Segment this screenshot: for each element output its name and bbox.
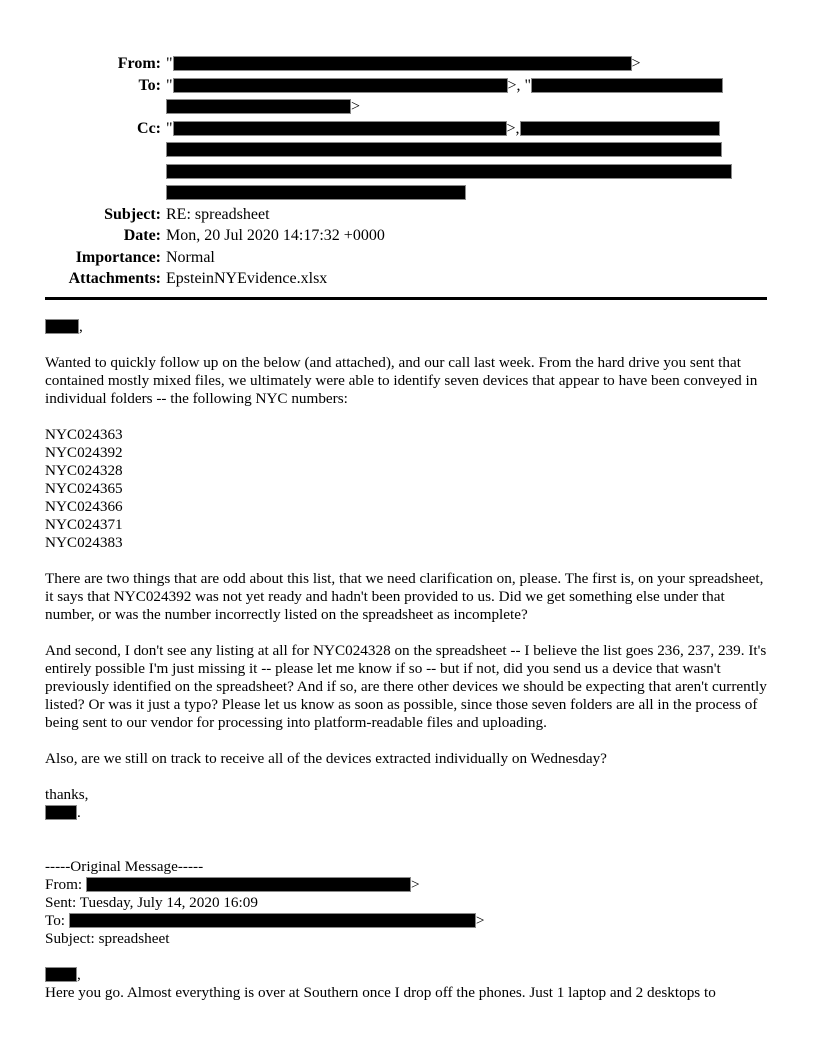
paragraph-followup: Wanted to quickly follow up on the below (and attached), and our call last week. From the hard drive you sent that contained mostly mixed files, we ultimately were able to identify seven devices that appear to have been conveyed in individual folders -- the following NYC numbers: bbox=[45, 353, 758, 407]
header-value-line bbox=[166, 182, 767, 204]
header-value-line: Normal bbox=[166, 248, 215, 266]
device-number: NYC024366 bbox=[45, 497, 123, 515]
device-number: NYC024363 bbox=[45, 425, 123, 443]
header-value-line: > bbox=[166, 96, 767, 118]
header-field-value bbox=[166, 204, 767, 226]
header-field-label: Date: bbox=[123, 227, 161, 244]
email-body bbox=[45, 318, 767, 1002]
redaction-bar bbox=[520, 121, 720, 136]
redaction-bar bbox=[166, 99, 351, 114]
redaction-bar bbox=[45, 967, 77, 982]
quoted-greeting-line: , bbox=[45, 966, 767, 984]
header-field-label: From: bbox=[117, 55, 161, 72]
device-number: NYC024328 bbox=[45, 461, 123, 479]
header-field-label: Cc: bbox=[137, 119, 161, 137]
redaction-bar bbox=[166, 164, 732, 179]
header-field-label: Importance: bbox=[75, 248, 161, 266]
greeting-line: , bbox=[45, 318, 767, 336]
header-value-line: RE: spreadsheet bbox=[166, 205, 270, 223]
header-value-line: " >, " bbox=[166, 75, 767, 97]
header-value-line bbox=[166, 161, 767, 183]
quoted-sent-line: Sent: Tuesday, July 14, 2020 16:09 bbox=[45, 893, 258, 911]
header-field-label: Attachments: bbox=[68, 270, 161, 287]
device-number: NYC024392 bbox=[45, 443, 123, 461]
header-value-line: Mon, 20 Jul 2020 14:17:32 +0000 bbox=[166, 227, 385, 244]
redaction-bar bbox=[531, 78, 723, 93]
quoted-from-line: From: > bbox=[45, 875, 420, 893]
quoted-body-line: Here you go. Almost everything is over at Southern once I drop off the phones. Just 1 laptop and 2 desktops to bbox=[45, 983, 716, 1001]
header-value-line: " >, bbox=[166, 118, 767, 140]
redaction-bar bbox=[173, 78, 508, 93]
header-field-value bbox=[166, 247, 767, 269]
header-value-line bbox=[166, 139, 767, 161]
header-divider-rule bbox=[45, 297, 767, 300]
device-number: NYC024365 bbox=[45, 479, 123, 497]
redaction-bar bbox=[69, 913, 476, 928]
header-field-label: Subject: bbox=[104, 205, 161, 223]
original-message-separator: -----Original Message----- bbox=[45, 857, 204, 875]
device-number: NYC024371 bbox=[45, 515, 123, 533]
redaction-bar bbox=[166, 142, 722, 157]
header-field-value bbox=[166, 118, 767, 204]
closing-line: thanks, bbox=[45, 785, 89, 803]
paragraph-second-issue: And second, I don't see any listing at all for NYC024328 on the spreadsheet -- I believe the list goes 236, 237, 239. It's entirely possible I'm just missing it -- please let me know if so -- but if not, did you send us a device that wasn't previously identified on the spreadsheet? And if so, are there other devices we should be expecting that aren't currently listed? Or was it just a typo? Please let us know as soon as possible, since those seven folders are all in the process of being sent to our vendor for processing into platform-readable files and uploading. bbox=[45, 641, 767, 731]
quoted-to-line: To: > bbox=[45, 911, 485, 929]
quoted-subject-line: Subject: spreadsheet bbox=[45, 929, 170, 947]
header-field-value bbox=[166, 75, 767, 118]
header-field-value bbox=[166, 268, 767, 290]
header-value-line: " > bbox=[166, 55, 641, 72]
header-value-line: EpsteinNYEvidence.xlsx bbox=[166, 270, 328, 287]
signature-line: . bbox=[45, 804, 767, 822]
header-field-label: To: bbox=[138, 76, 161, 94]
paragraph-clarification: There are two things that are odd about this list, that we need clarification on, please. The first is, on your spreadsheet, it says that NYC024392 was not yet ready and hadn't been provided to us. Did we get something else under that number, or was the number incorrectly listed on the spreadsheet as incomplete? bbox=[45, 569, 764, 623]
redaction-bar bbox=[166, 185, 466, 200]
device-number-list bbox=[45, 426, 767, 552]
device-number: NYC024383 bbox=[45, 533, 123, 551]
paragraph-wednesday-question: Also, are we still on track to receive all of the devices extracted individually on Wednesday? bbox=[45, 749, 607, 767]
redaction-bar bbox=[45, 805, 77, 820]
redaction-bar bbox=[173, 121, 507, 136]
redaction-bar bbox=[45, 319, 79, 334]
redaction-bar bbox=[86, 877, 411, 892]
email-header bbox=[45, 53, 767, 290]
redaction-bar bbox=[173, 56, 632, 71]
quoted-original-message bbox=[45, 858, 767, 1002]
header-field-value bbox=[166, 225, 767, 247]
header-field-value bbox=[166, 53, 767, 75]
